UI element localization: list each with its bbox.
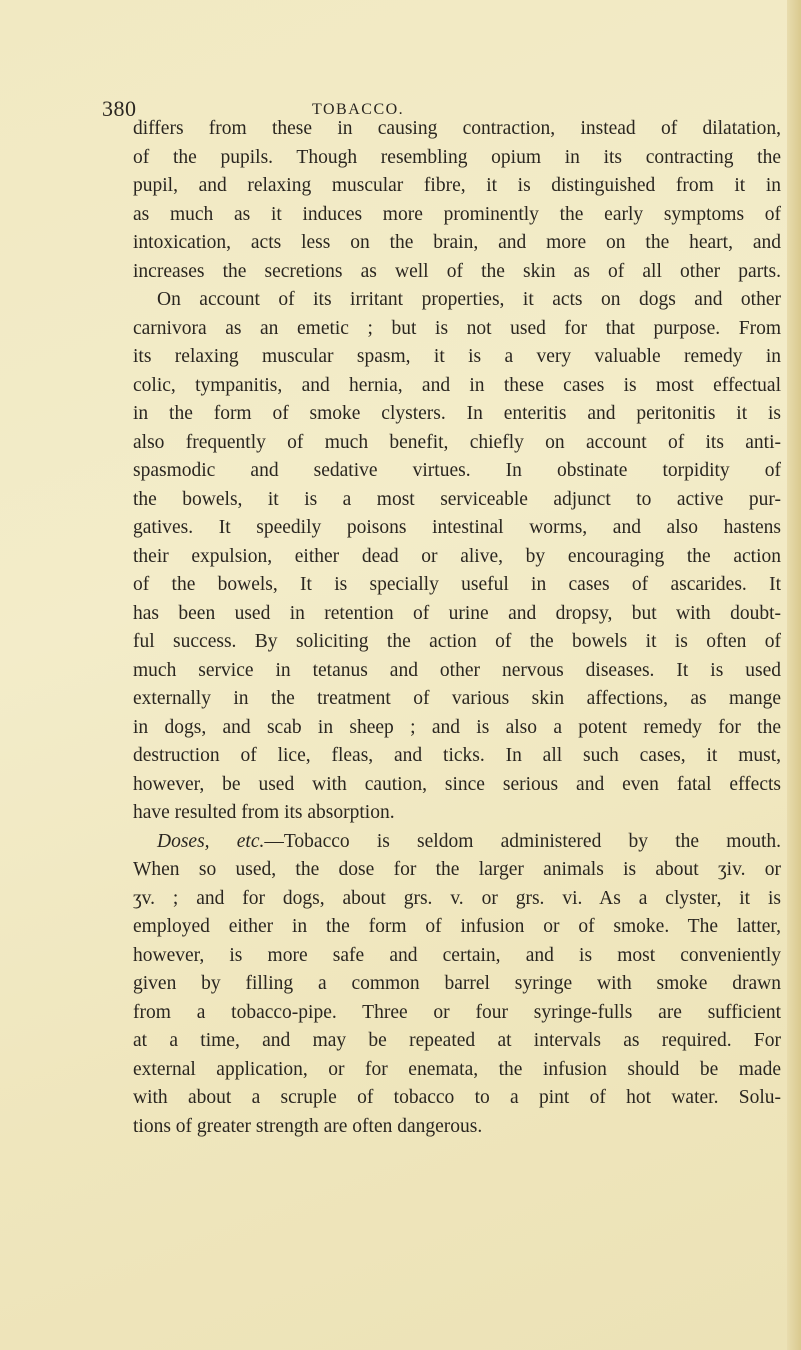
- text-line: the bowels, it is a most serviceable adjunct to active pur-: [133, 488, 781, 510]
- text-line: gatives. It speedily poisons intestinal worms, and also hastens: [133, 517, 781, 538]
- text-line: its relaxing muscular spasm, it is a very valuable remedy in: [133, 346, 781, 367]
- text-line: tions of greater strength are often dangerous.: [133, 1115, 483, 1137]
- text-line: their expulsion, either dead or alive, by encouraging the action: [133, 545, 781, 567]
- running-head: TOBACCO.: [312, 101, 405, 118]
- text-line: much service in tetanus and other nervous diseases. It is used: [133, 659, 781, 681]
- body-text: [133, 115, 781, 1141]
- text-line: intoxication, acts less on the brain, and more on the heart, and: [133, 232, 781, 253]
- text-line: differs from these in causing contraction, instead of dilatation,: [133, 118, 781, 139]
- text-line: carnivora as an emetic ; but is not used for that purpose. From: [133, 317, 781, 339]
- text-line: at a time, and may be repeated at intervals as required. For: [133, 1030, 781, 1051]
- doses-heading: Doses, etc.: [157, 830, 265, 852]
- text-line: in the form of smoke clysters. In enteritis and peritonitis it is: [133, 403, 781, 424]
- text-line: as much as it induces more prominently the early symptoms of: [133, 203, 781, 225]
- text-line: increases the secretions as well of the skin as of all other parts.: [133, 260, 781, 282]
- text-line: pupil, and relaxing muscular fibre, it is distinguished from it in: [133, 175, 781, 196]
- text-line: ful success. By soliciting the action of the bowels it is often of: [133, 631, 781, 652]
- text-line: employed either in the form of infusion or of smoke. The latter,: [133, 916, 781, 937]
- text-line: externally in the treatment of various skin affections, as mange: [133, 688, 781, 709]
- text-line: spasmodic and sedative virtues. In obstinate torpidity of: [133, 460, 781, 481]
- text-line: also frequently of much benefit, chiefly on account of its anti-: [133, 431, 781, 453]
- text-line: have resulted from its absorption.: [133, 802, 395, 823]
- text-line: external application, or for enemata, the infusion should be made: [133, 1058, 781, 1080]
- text-line: however, is more safe and certain, and is most conveniently: [133, 944, 781, 966]
- text-line: destruction of lice, fleas, and ticks. In all such cases, it must,: [133, 745, 781, 766]
- text-line: given by filling a common barrel syringe with smoke drawn: [133, 973, 781, 994]
- text-line: in dogs, and scab in sheep ; and is also a potent remedy for the: [133, 716, 781, 738]
- text-line: has been used in retention of urine and dropsy, but with doubt-: [133, 602, 781, 624]
- text-line: colic, tympanitis, and hernia, and in these cases is most effectual: [133, 374, 781, 396]
- page-number: 380: [102, 96, 137, 121]
- text-line: When so used, the dose for the larger animals is about ʒiv. or: [133, 859, 781, 880]
- text-line: [133, 828, 781, 857]
- text-line: with about a scruple of tobacco to a pint of hot water. Solu-: [133, 1087, 781, 1108]
- text-line: ʒv. ; and for dogs, about grs. v. or grs. vi. As a clyster, it is: [133, 887, 781, 909]
- text-line: of the bowels, It is specially useful in cases of ascarides. It: [133, 574, 781, 595]
- text-line: of the pupils. Though resembling opium in its contracting the: [133, 146, 781, 168]
- text-line: from a tobacco-pipe. Three or four syringe-fulls are sufficient: [133, 1001, 781, 1023]
- doses-text: —Tobacco is seldom administered by the mouth.: [264, 830, 781, 852]
- text-line: On account of its irritant properties, it acts on dogs and other: [157, 289, 781, 310]
- text-line: however, be used with caution, since serious and even fatal effects: [133, 773, 781, 795]
- page-edge: [787, 0, 801, 1350]
